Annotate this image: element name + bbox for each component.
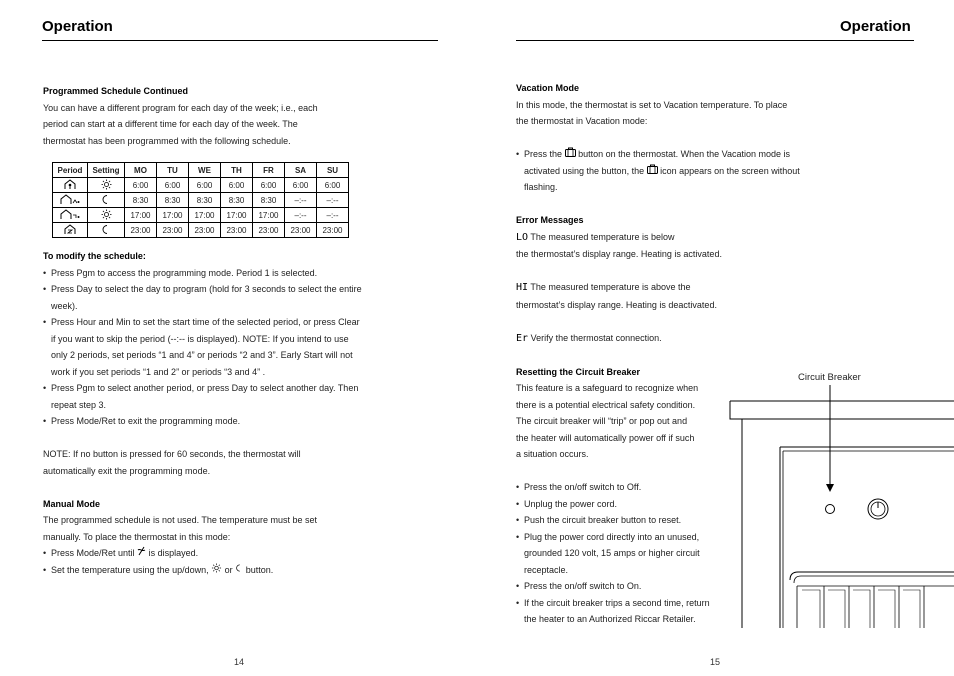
table-header-cell: TU: [157, 163, 189, 178]
diagram-label: Circuit Breaker: [798, 372, 861, 383]
table-cell: 23:00: [157, 223, 189, 238]
left-header-rule: [42, 40, 438, 41]
right-page-header: Operation: [840, 18, 911, 35]
sun-icon: [88, 208, 125, 223]
table-cell: 23:00: [317, 223, 349, 238]
table-cell: 17:00: [157, 208, 189, 223]
list-item: • Press Mode/Ret to exit the programming mode.: [43, 416, 241, 426]
list-item: • Press Mode/Ret until is displayed.: [43, 548, 199, 558]
list-item: • Press the on/off switch to Off.: [516, 482, 642, 492]
table-cell: 6:00: [285, 178, 317, 193]
schedule-table: [52, 162, 349, 238]
table-cell: 6:00: [253, 178, 285, 193]
table-cell: 23:00: [125, 223, 157, 238]
breaker-intro-line: The circuit breaker will “trip” or pop out and: [516, 416, 688, 426]
list-item: • Press the button on the thermostat. When the Vacation mode is activated using the button, the icon appears on the screen without flashing.: [516, 149, 800, 192]
list-item: • Push the circuit breaker button to reset.: [516, 515, 682, 525]
breaker-intro-line: there is a potential electrical safety condition.: [516, 399, 696, 410]
page-number-left: 14: [234, 657, 245, 667]
vacation-heading: Vacation Mode: [516, 83, 580, 93]
breaker-intro-line: This feature is a safeguard to recognize when: [516, 383, 699, 393]
table-cell: 6:00: [189, 178, 221, 193]
table-row: [53, 208, 349, 223]
schedule-heading: Programmed Schedule Continued: [43, 86, 189, 96]
list-item: • Press Pgm to select another period, or press Day to select another day. Then repeat step 3.: [43, 383, 359, 410]
table-cell: –:--: [285, 193, 317, 208]
table-cell: 17:00: [189, 208, 221, 223]
table-cell: 23:00: [221, 223, 253, 238]
table-row: [53, 193, 349, 208]
table-cell: 23:00: [253, 223, 285, 238]
table-cell: 17:00: [125, 208, 157, 223]
table-cell: –:--: [285, 208, 317, 223]
error-messages-heading: Error Messages: [516, 215, 584, 225]
away-icon: [53, 193, 88, 208]
error-hi: HI The measured temperature is above the: [516, 282, 691, 293]
table-cell: 6:00: [157, 178, 189, 193]
modify-heading: To modify the schedule:: [43, 251, 146, 261]
home-icon: [53, 178, 88, 193]
breaker-intro-line: a situation occurs.: [516, 449, 589, 459]
hi-display-symbol: HI: [516, 282, 529, 293]
table-cell: 8:30: [125, 193, 157, 208]
table-cell: 8:30: [253, 193, 285, 208]
left-lower-column: [43, 248, 363, 578]
suitcase-icon: [565, 149, 576, 159]
table-header-cell: Setting: [88, 163, 125, 178]
lo-display-symbol: LO: [516, 231, 529, 243]
left-upper-column: [43, 83, 363, 149]
table-cell: –:--: [317, 208, 349, 223]
breaker-intro-line: the heater will automatically power off if such: [516, 432, 695, 443]
list-item: • Set the temperature using the up/down, or button.: [43, 564, 274, 575]
schedule-intro-line-1: You can have a different program for each day of the week; i.e., each: [43, 102, 318, 113]
table-header-cell: SA: [285, 163, 317, 178]
table-cell: 8:30: [157, 193, 189, 208]
circuit-breaker-diagram: [728, 368, 954, 628]
return-icon: [53, 208, 88, 223]
list-item: • Press Day to select the day to program (hold for 3 seconds to select the entire week).: [43, 284, 362, 311]
vacation-intro: In this mode, the thermostat is set to Vacation temperature. To place the thermostat in Vacation mode:: [516, 99, 788, 126]
table-header-row: [53, 163, 349, 178]
table-header-cell: MO: [125, 163, 157, 178]
list-item: • If the circuit breaker trips a second time, return the heater to an Authorized Riccar Retailer.: [516, 597, 710, 624]
table-cell: 17:00: [221, 208, 253, 223]
table-header-cell: FR: [253, 163, 285, 178]
table-header-cell: Period: [53, 163, 88, 178]
er-display-symbol: Er: [516, 332, 529, 344]
table-cell: 8:30: [221, 193, 253, 208]
list-item: • Unplug the power cord.: [516, 498, 618, 509]
moon-icon: [88, 193, 125, 208]
table-cell: 8:30: [189, 193, 221, 208]
table-row: [53, 223, 349, 238]
table-header-cell: SU: [317, 163, 349, 178]
list-item: • Press the on/off switch to On.: [516, 581, 642, 591]
error-lo-continued: the thermostat’s display range. Heating is activated.: [516, 249, 722, 259]
table-cell: 6:00: [125, 178, 157, 193]
table-cell: 6:00: [317, 178, 349, 193]
table-cell: –:--: [317, 193, 349, 208]
sleep-icon: [53, 223, 88, 238]
moon-icon: [88, 223, 125, 238]
manual-mode-intro: The programmed schedule is not used. The temperature must be set manually. To place the thermostat in this mode:: [43, 515, 317, 542]
table-header-cell: TH: [221, 163, 253, 178]
manual-mode-heading: Manual Mode: [43, 498, 101, 509]
error-hi-continued: thermostat’s display range. Heating is deactivated.: [516, 299, 717, 310]
table-header-cell: WE: [189, 163, 221, 178]
page-number-right: 15: [710, 657, 721, 667]
table-cell: 23:00: [189, 223, 221, 238]
moon-icon: [235, 565, 243, 575]
breaker-heading: Resetting the Circuit Breaker: [516, 366, 641, 377]
sun-icon: [211, 565, 222, 575]
sun-icon: [88, 178, 125, 193]
programming-note: NOTE: If no button is pressed for 60 seconds, the thermostat will automatically exit the programming mode.: [43, 449, 301, 476]
left-page-header: Operation: [42, 18, 113, 35]
schedule-intro-line-3: thermostat has been programmed with the following schedule.: [43, 135, 291, 146]
manual-mode-icon: [137, 548, 146, 558]
table-cell: 17:00: [253, 208, 285, 223]
list-item: • Plug the power cord directly into an unused, grounded 120 volt, 15 amps or higher circuit receptacle.: [516, 531, 700, 575]
table-cell: 23:00: [285, 223, 317, 238]
right-header-rule: [516, 40, 914, 41]
suitcase-icon: [647, 166, 658, 176]
schedule-intro-line-2: period can start at a different time for each day of the week. The: [43, 119, 298, 129]
list-item: • Press Hour and Min to set the start time of the selected period, or press Clear if you want to skip the period (--:-- is displayed). NOTE: If you intend to use only 2 periods, set periods “1 and 4” or periods “2 and 3”. Early Start will not work if you set periods “1 and 2” or periods “3 and 4” .: [43, 317, 360, 377]
list-item: • Press Pgm to access the programming mode. Period 1 is selected.: [43, 267, 318, 278]
error-lo: LO The measured temperature is below: [516, 231, 675, 243]
table-cell: 6:00: [221, 178, 253, 193]
table-row: [53, 178, 349, 193]
error-er: Er Verify the thermostat connection.: [516, 332, 662, 344]
